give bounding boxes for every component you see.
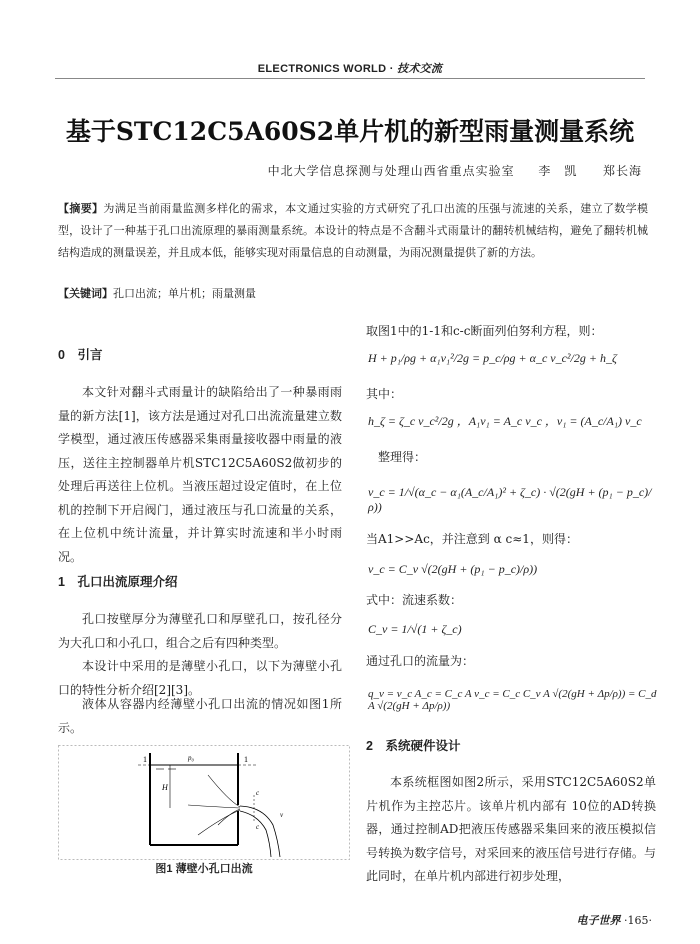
label-p0: p₀: [188, 754, 194, 762]
page-footer: [577, 912, 653, 928]
journal-name: ELECTRONICS WORLD: [257, 63, 387, 75]
section-1-paragraph: 本设计中采用的是薄壁小孔口，以下为薄壁小孔口的特性分析介绍[2][3]。: [58, 659, 342, 697]
label-c-top: c: [256, 789, 260, 797]
header-divider: [55, 78, 645, 79]
where-label: 其中：: [366, 387, 403, 401]
abstract: [58, 198, 648, 264]
running-header: [0, 60, 700, 76]
author-line: [268, 162, 642, 179]
keywords-label: 【关键词】: [58, 288, 113, 300]
abstract-label: 【摘要】: [58, 203, 104, 215]
section-2-heading: 2 系统硬件设计: [366, 739, 461, 753]
equation-loss: h_ζ = ζ_c v_c²/2g ，A₁v₁ = A_c v_c ，v₁ = (A_c/A₁) v_c: [368, 414, 642, 428]
condition-text: 当A1>>Ac，并注意到 α c≈1，则得：: [366, 532, 578, 546]
author-name: 李 凯: [538, 164, 578, 178]
section-2-paragraph: 本系统框图如图2所示，采用STC12C5A60S2单片机作为主控芯片。该单片机内部有 10位的AD转换器，通过控制AD把液压传感器采集回来的液压模拟信号转换为数字信号，对采回来的液压信号进行存储。与此同时，在单片机内部进行初步处理，: [366, 775, 656, 883]
section-name: 技术交流: [397, 63, 443, 75]
author-name: 郑长海: [602, 164, 642, 178]
equation-velocity-simplified: v_c = C_v √(2(gH + (p₁ − p_c)/ρ)): [368, 562, 538, 576]
section-0-heading: 0 引言: [58, 348, 103, 362]
equation-coefficient: C_v = 1/√(1 + ζ_c): [368, 622, 462, 636]
section-1-paragraph: 孔口按壁厚分为薄壁孔口和厚壁孔口，按孔径分为大孔口和小孔口，组合之后有四种类型。: [58, 612, 342, 650]
section-1-paragraph: 液体从容器内经薄壁小孔口出流的情况如图1所示。: [58, 697, 342, 735]
coefficient-text: 式中：流速系数：: [366, 593, 463, 607]
figure-1: [58, 745, 350, 860]
equation-velocity: v_c = 1/√(α_c − α₁(A_c/A₁)² + ζ_c) · √(2(gH + (p₁ − p_c)/ρ)): [368, 485, 652, 514]
label-H: H: [162, 783, 168, 792]
orifice-diagram: [58, 745, 350, 860]
label-1-right: 1: [244, 755, 248, 764]
flow-text: 通过孔口的流量为：: [366, 654, 475, 668]
arrange-label: 整理得：: [378, 450, 427, 464]
bernoulli-intro: 取图1中的1-1和c-c断面列伯努利方程，则：: [366, 324, 603, 338]
header-separator: ·: [389, 63, 394, 75]
keywords: [58, 285, 256, 301]
label-1-left: 1: [143, 755, 147, 764]
article-title: 基于STC12C5A60S2单片机的新型雨量测量系统: [65, 117, 635, 146]
page-number: ·165·: [624, 914, 652, 927]
label-c-bottom: c: [256, 823, 260, 831]
keywords-text: 孔口出流；单片机；雨量测量: [113, 287, 256, 300]
affiliation: 中北大学信息探测与处理山西省重点实验室: [267, 164, 515, 178]
section-1-heading: 1 孔口出流原理介绍: [58, 575, 178, 589]
equation-bernoulli: H + p₁/ρg + α₁v₁²/2g = p_c/ρg + α_c v_c²/2g + h_ζ: [368, 351, 617, 365]
section-0-paragraph: 本文针对翻斗式雨量计的缺陷给出了一种暴雨雨量的新方法[1]，该方法是通过对孔口出流流量建立数学模型，通过液压传感器采集雨量接收器中雨量的液压，送往主控制器单片机STC12C5A60S2做初步的处理后再送往上位机。当液压超过设定值时，在上位机的控制下开启阀门，通过液压与孔口流量的关系，在上位机中统计流量，并计算实时流速和半小时雨况。: [58, 385, 342, 564]
figure-1-caption: 图1 薄壁小孔口出流: [155, 863, 253, 875]
abstract-text: 为满足当前雨量监测多样化的需求，本文通过实验的方式研究了孔口出流的压强与流速的关系，建立了数学模型，设计了一种基于孔口出流原理的暴雨测量系统。本设计的特点是不含翻斗式雨量计的翻转机械结构，避免了翻转机械结构造成的测量误差，并且成本低，能够实现对雨量信息的自动测量，为雨况测量提供了新的方法。: [58, 202, 649, 259]
footer-brand: 电子世界: [576, 915, 621, 927]
equation-flow: q_v = v_c A_c = C_c A v_c = C_c C_v A √(2(gH + Δp/ρ)) = C_d A √(2(gH + Δp/ρ)): [368, 688, 657, 712]
label-vc: v: [280, 811, 284, 819]
